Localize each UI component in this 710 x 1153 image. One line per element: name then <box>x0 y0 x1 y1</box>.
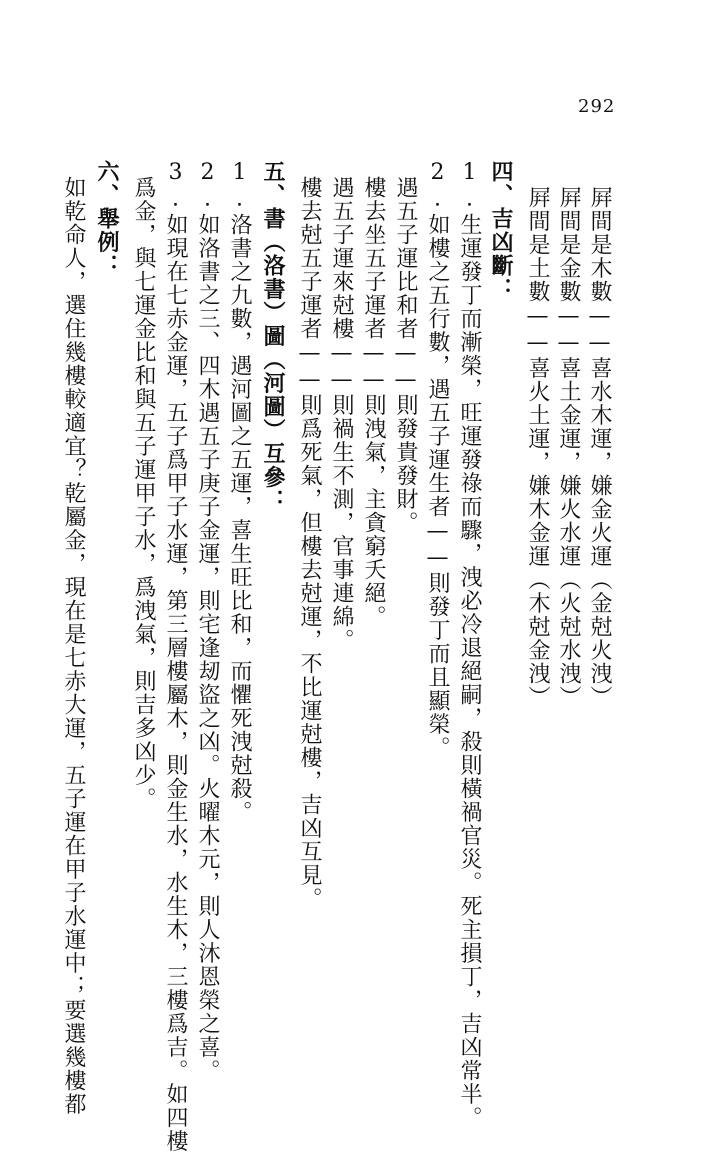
text-column-1: 屛間是木數——喜水木運，嫌金火運（金尅火洩） <box>587 186 612 709</box>
page-number: 292 <box>578 96 616 117</box>
text-column-7: 遇五子運比和者——則發貴發財。 <box>393 176 418 535</box>
text-column-6: 2.如樓之五行數，遇五子運生者——則發丁而且顯榮。 <box>425 160 450 760</box>
text-column-5: 1.生運發丁而漸榮，旺運發祿而驟，洩必冷退絕嗣，殺則橫禍官災。死主損丁，吉凶常半。 <box>457 160 482 1130</box>
section-heading-5: 五、書（洛書）圖（河圖）互參： <box>260 160 286 513</box>
text-column-17: 如乾命人，選住幾樓較適宜？乾屬金，現在是七赤大運，五子運在甲子水運中；要選幾樓都 <box>61 176 86 1116</box>
text-column-13: 2.如洛書之三、四木遇五子庚子金運，則宅逢刼盜之凶。火曜木元，則人沐恩榮之喜。 <box>195 160 220 1083</box>
text-column-2: 屛間是金數——喜土金運，嫌火水運（火尅水洩） <box>556 186 581 709</box>
text-column-3: 屛間是土數——喜火土運，嫌木金運（木尅金洩） <box>525 186 550 709</box>
text-column-14: 3.如現在七赤金運，五子爲甲子水運，第三層樓屬木，則金生水，水生木，三樓爲吉。如四樓 <box>163 160 188 1153</box>
text-column-8: 樓去坐五子運者——則洩氣，主貪窮夭絕。 <box>361 176 386 629</box>
section-heading-4: 四、吉凶斷： <box>488 160 514 301</box>
text-column-15: 爲金，與七運金比和與五子運甲子水，爲洩氣，則吉多凶少。 <box>131 176 156 811</box>
text-column-10: 樓去尅五子運者——則爲死氣，但樓去尅運，不比運尅樓，吉凶互見。 <box>297 176 322 911</box>
section-heading-6: 六、舉例： <box>94 160 120 278</box>
text-column-9: 遇五子運來尅樓——則禍生不測，官事連綿。 <box>329 176 354 652</box>
text-column-12: 1.洛書之九數，遇河圖之五運，喜生旺比和，而懼死洩尅殺。 <box>227 160 252 824</box>
